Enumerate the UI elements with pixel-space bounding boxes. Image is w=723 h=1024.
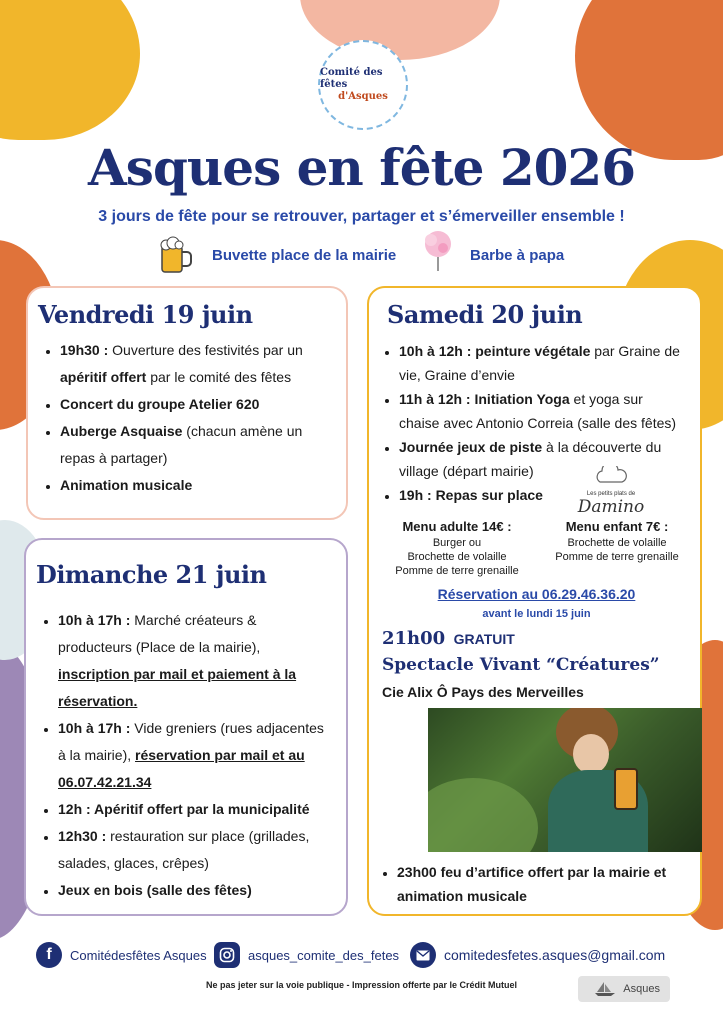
highlight-barbe-a-papa: Barbe à papa	[470, 247, 565, 264]
menu-adult	[382, 518, 532, 578]
caterer-name: Damino	[577, 497, 645, 517]
photo-performer-face	[573, 734, 609, 774]
menu-adult-line: Brochette de volaille	[407, 551, 507, 563]
footer-instagram-text: asques_comite_des_fetes	[248, 947, 400, 963]
chef-hat-icon	[594, 466, 628, 486]
footer-divider	[0, 930, 723, 931]
menu-child	[542, 518, 692, 564]
list-item: • 23h00 feu d’artifice offert par la mairie et animation musicale	[397, 860, 715, 908]
facebook-icon: f	[36, 942, 62, 968]
menu-adult-title: Menu adulte 14€ :	[402, 519, 512, 534]
footer-facebook-text: Comitédesfêtes Asques	[70, 947, 207, 963]
list-item: • 10h à 17h : Marché créateurs & producteurs (Place de la mairie), inscription par mail et paiement à la réservation.	[58, 607, 332, 715]
page-title: Asques en fête 2026	[88, 138, 635, 197]
town-logo	[578, 976, 670, 1002]
committee-logo	[318, 40, 408, 130]
list-item: • 10h à 12h : peinture végétale par Graine de vie, Graine d’envie	[399, 339, 686, 387]
menu-child-line: Pomme de terre grenaille	[555, 551, 679, 563]
caterer-small-text: Les petits plats de	[586, 491, 636, 497]
list-item: • Journée jeux de piste à la découverte du village (départ mairie)	[399, 435, 686, 483]
menu-child-line: Brochette de volaille	[567, 537, 667, 549]
list-item: • Auberge Asquaise (chacun amène un repas à partager)	[60, 418, 332, 472]
menu-child-title: Menu enfant 7€ :	[565, 519, 669, 534]
footer-email-text: comitedesfetes.asques@gmail.com	[444, 947, 666, 963]
list-item: • 19h30 : Ouverture des festivités par un apéritif offert par le comité des fêtes	[60, 337, 332, 391]
list-item: • 12h30 : restauration sur place (grillades, salades, glaces, crêpes)	[58, 823, 332, 877]
decor-yellow-blob-tl	[0, 0, 140, 140]
footer-facebook	[36, 942, 207, 968]
footer-note: Ne pas jeter sur la voie publique - Impression offerte par le Crédit Mutuel	[205, 980, 518, 990]
boat-icon	[593, 981, 617, 997]
menu-adult-line: Pomme de terre grenaille	[395, 565, 519, 577]
list-item: • 11h à 12h : Initiation Yoga et yoga sur chaise avec Antonio Correia (salle des fêtes)	[399, 387, 686, 435]
reservation-phone: Réservation au 06.29.46.36.20	[437, 586, 636, 602]
show-title: Spectacle Vivant “Créatures”	[382, 655, 660, 675]
menu-adult-line: Burger ou	[432, 537, 482, 549]
instagram-icon	[214, 942, 240, 968]
list-item: • Animation musicale	[60, 472, 332, 499]
show-free-label: GRATUIT	[453, 631, 515, 647]
friday-card	[26, 286, 348, 520]
subtitle: 3 jours de fête pour se retrouver, partager et s’émerveiller ensemble !	[98, 208, 625, 225]
list-item: • 12h : Apéritif offert par la municipalité	[58, 796, 332, 823]
show-time: 21h00	[382, 628, 446, 649]
friday-title: Vendredi 19 juin	[38, 300, 253, 329]
show-photo	[428, 708, 702, 852]
list-item: • Jeux en bois (salle des fêtes)	[58, 877, 332, 904]
footer-email	[410, 942, 665, 968]
logo-text-line1: Comité des fêtes	[320, 67, 383, 90]
cotton-candy-icon	[420, 228, 456, 272]
photo-foliage	[428, 778, 538, 852]
mail-icon	[410, 942, 436, 968]
show-company: Cie Alix Ô Pays des Merveilles	[382, 684, 584, 700]
highlight-buvette: Buvette place de la mairie	[212, 247, 397, 264]
fireworks-list	[375, 860, 715, 908]
sunday-card	[24, 538, 348, 916]
list-item: • 10h à 17h : Vide greniers (rues adjacentes à la mairie), réservation par mail et au 06.07.42.21.34	[58, 715, 332, 796]
sunday-title: Dimanche 21 juin	[36, 560, 267, 589]
list-item: • Concert du groupe Atelier 620	[60, 391, 332, 418]
saturday-title: Samedi 20 juin	[387, 300, 583, 329]
town-logo-text: Asques	[623, 983, 660, 995]
reservation-deadline: avant le lundi 15 juin	[482, 608, 591, 620]
photo-lantern	[614, 768, 638, 810]
caterer-logo	[572, 466, 650, 517]
logo-text-line2: d'Asques	[338, 91, 388, 102]
decor-peach-blob-top	[300, 0, 500, 60]
friday-list	[38, 337, 332, 499]
list-item: • 19h : Repas sur place	[399, 483, 686, 507]
decor-orange-blob-tr	[575, 0, 723, 160]
sunday-list	[36, 607, 332, 904]
show-time-line	[382, 628, 515, 649]
footer-instagram	[214, 942, 399, 968]
beer-mug-icon	[158, 236, 194, 276]
